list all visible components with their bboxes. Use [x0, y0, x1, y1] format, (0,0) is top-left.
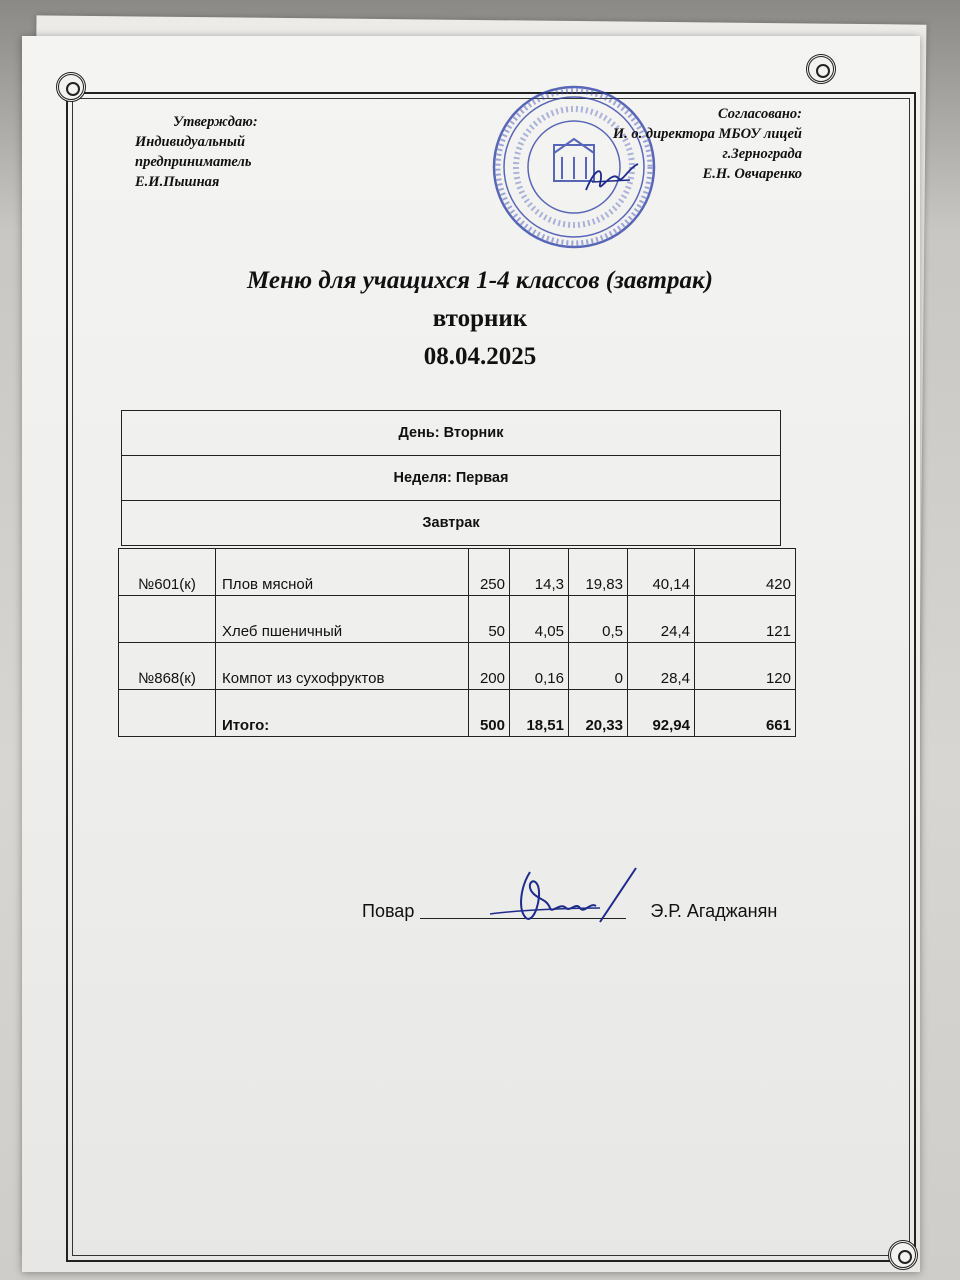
director-signature — [582, 160, 642, 200]
week-row: Неделя: Первая — [122, 456, 781, 501]
total-row — [119, 690, 796, 737]
title-line: Меню для учащихся 1-4 классов (завтрак) — [246, 267, 713, 294]
agreement-heading: Согласовано: — [718, 106, 802, 122]
approval-heading: Утверждаю: — [173, 114, 258, 130]
dish-code: №868(к) — [119, 643, 216, 690]
document-title — [140, 262, 820, 376]
dish-name: Плов мясной — [216, 549, 469, 596]
menu-items-table — [118, 548, 796, 737]
title-date: 08.04.2025 — [423, 343, 537, 370]
frame-corner-ornament-icon — [56, 72, 86, 102]
dish-name: Хлеб пшеничный — [216, 596, 469, 643]
dish-weight: 250 — [469, 549, 510, 596]
dish-fat: 19,83 — [569, 549, 628, 596]
dish-protein: 4,05 — [510, 596, 569, 643]
dish-kcal: 121 — [695, 596, 796, 643]
menu-header-table — [121, 410, 781, 546]
cook-name: Э.Р. Агаджанян — [650, 901, 778, 921]
total-label: Итого: — [216, 690, 469, 737]
dish-kcal: 420 — [695, 549, 796, 596]
total-fat: 20,33 — [569, 690, 628, 737]
dish-carbs: 40,14 — [628, 549, 695, 596]
approval-person: Е.И.Пышная — [135, 174, 220, 190]
frame-corner-ornament-icon — [806, 54, 836, 84]
agreement-title: И. о. директора МБОУ лицей — [612, 126, 802, 142]
dish-weight: 200 — [469, 643, 510, 690]
table-row — [119, 643, 796, 690]
dish-fat: 0,5 — [569, 596, 628, 643]
agreement-city: г.Зернограда — [722, 146, 802, 162]
dish-code: №601(к) — [119, 549, 216, 596]
table-row — [119, 596, 796, 643]
total-code — [119, 690, 216, 737]
agreement-person: Е.Н. Овчаренко — [702, 166, 802, 182]
dish-carbs: 24,4 — [628, 596, 695, 643]
table-row — [119, 549, 796, 596]
dish-protein: 14,3 — [510, 549, 569, 596]
approval-title: Индивидуальный — [135, 134, 246, 150]
total-protein: 18,51 — [510, 690, 569, 737]
approval-block — [135, 112, 258, 192]
dish-name: Компот из сухофруктов — [216, 643, 469, 690]
frame-corner-ornament-icon — [888, 1240, 918, 1270]
dish-fat: 0 — [569, 643, 628, 690]
dish-carbs: 28,4 — [628, 643, 695, 690]
title-weekday: вторник — [432, 305, 528, 332]
dish-code — [119, 596, 216, 643]
dish-weight: 50 — [469, 596, 510, 643]
total-weight: 500 — [469, 690, 510, 737]
approval-position: предприниматель — [135, 154, 252, 170]
cook-role: Повар — [362, 901, 415, 921]
dish-kcal: 120 — [695, 643, 796, 690]
day-row: День: Вторник — [122, 411, 781, 456]
cook-handwritten-signature — [480, 858, 650, 930]
dish-protein: 0,16 — [510, 643, 569, 690]
total-kcal: 661 — [695, 690, 796, 737]
meal-row: Завтрак — [122, 501, 781, 546]
total-carbs: 92,94 — [628, 690, 695, 737]
